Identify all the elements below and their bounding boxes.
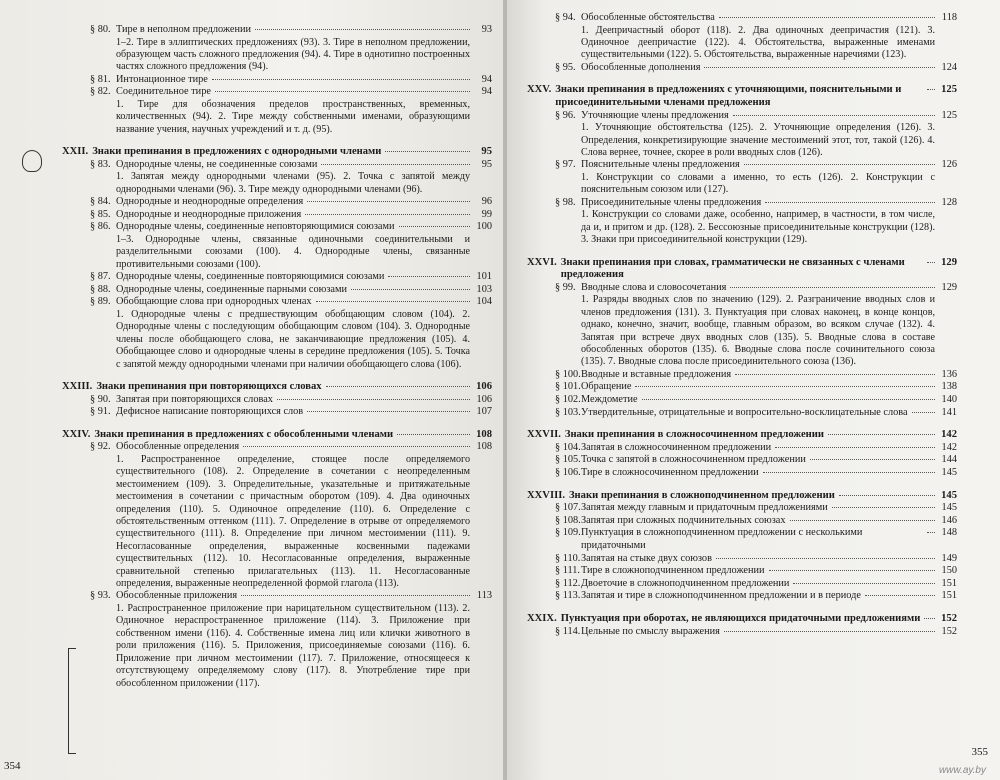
pen-mark xyxy=(22,150,42,172)
dot-leader xyxy=(307,411,470,412)
toc-number: § 104. xyxy=(555,441,581,453)
toc-title: Знаки препинания при словах, грамматически не связанных с членами предложения xyxy=(560,256,905,281)
toc-title: Знаки препинания в предложениях с уточняющими, пояснительными и присоединительными членами предложения xyxy=(555,84,902,108)
toc-section xyxy=(527,197,957,210)
toc-subitems: 1. Тире для обозначения пределов пространственных, временных, количественных (94). 2. Тире между собственными именами, образующими название учения, научных учреждений и т. д. (95). xyxy=(116,99,470,135)
toc-number: § 88. xyxy=(90,283,111,295)
dot-leader xyxy=(769,570,935,571)
toc-title: Запятая между главным и придаточным предложениями xyxy=(581,502,828,514)
toc-page-ref: 136 xyxy=(941,368,957,380)
toc-page-ref: 129 xyxy=(941,281,957,293)
toc-number: XXVII. xyxy=(527,429,561,441)
toc-title: Тире в сложноподчиненном предложении xyxy=(581,565,765,577)
toc-page-ref: 144 xyxy=(941,454,957,466)
toc-title: Знаки препинания при повторяющихся словах xyxy=(96,381,322,393)
toc-page-ref: 145 xyxy=(941,489,957,501)
toc-number: § 92. xyxy=(90,441,111,453)
dot-leader xyxy=(321,164,470,165)
toc-section xyxy=(527,467,957,480)
toc-title: Запятая и тире в сложноподчиненном предложении и в периоде xyxy=(581,590,861,602)
toc-page-ref: 142 xyxy=(941,429,957,441)
dot-leader xyxy=(927,89,935,90)
toc-title: Знаки препинания в предложениях с обособленными членами xyxy=(94,428,394,440)
toc-title: Цельные по смыслу выражения xyxy=(581,625,720,637)
dot-leader xyxy=(810,459,935,460)
toc-number: § 86. xyxy=(90,221,111,233)
toc-section xyxy=(62,406,492,419)
toc-number: XXIX. xyxy=(527,612,557,624)
toc-section xyxy=(527,565,957,578)
toc-page-ref: 145 xyxy=(941,502,957,514)
toc-title: Однородные и неоднородные приложения xyxy=(116,208,302,220)
dot-leader xyxy=(724,631,935,632)
dot-leader xyxy=(744,164,935,165)
toc-section xyxy=(62,271,492,284)
toc-number: § 108. xyxy=(555,514,581,526)
dot-leader xyxy=(716,558,935,559)
toc-number: § 83. xyxy=(90,158,111,170)
toc-title: Присоединительные члены предложения xyxy=(581,196,762,208)
toc-title: Однородные члены, соединенные неповторяющимися союзами xyxy=(116,221,395,233)
toc-title: Дефисное написание повторяющихся слов xyxy=(116,406,304,418)
page-number-left: 354 xyxy=(4,760,21,772)
toc-title: Двоеточие в сложноподчиненном предложении xyxy=(581,577,790,589)
toc-number: § 81. xyxy=(90,73,111,85)
toc-number: XXVI. xyxy=(527,256,557,268)
toc-page-ref: 100 xyxy=(476,221,492,233)
right-page xyxy=(507,0,1000,780)
dot-leader xyxy=(927,532,935,533)
toc-number: § 93. xyxy=(90,590,111,602)
toc-title: Однородные члены, не соединенные союзами xyxy=(116,158,318,170)
toc-number: § 96. xyxy=(555,109,576,121)
toc-number: § 80. xyxy=(90,24,111,35)
dot-leader xyxy=(730,287,935,288)
toc-chapter xyxy=(527,429,957,442)
toc-number: § 84. xyxy=(90,196,111,208)
toc-title: Знаки препинания в сложносочиненном предложении xyxy=(564,429,824,441)
dot-leader xyxy=(316,301,470,302)
toc-number: XXII. xyxy=(62,146,89,158)
dot-leader xyxy=(828,434,935,435)
toc-page-ref: 107 xyxy=(476,406,492,418)
toc-section xyxy=(527,442,957,455)
dot-leader xyxy=(793,583,935,584)
toc-subitems: 1. Конструкции со словами а именно, то есть (126). 2. Конструкции с пояснительным союзом или (127). xyxy=(581,172,935,196)
toc-section xyxy=(527,553,957,566)
toc-section xyxy=(527,515,957,528)
dot-leader xyxy=(865,595,935,596)
left-toc-column xyxy=(62,24,492,690)
toc-subitems: 1. Уточняющие обстоятельства (125). 2. Уточняющие определения (126). 3. Определения, конкретизирующие значение местоимений этот, тот, такой (126). 4. Слова вернее, точнее, скорее в роли вводных слов (126). xyxy=(581,122,935,158)
toc-page-ref: 124 xyxy=(941,61,957,73)
toc-number: § 114. xyxy=(555,625,581,637)
toc-title: Обособленные обстоятельства xyxy=(581,12,715,23)
dot-leader xyxy=(832,507,935,508)
toc-number: § 101. xyxy=(555,381,581,393)
dot-leader xyxy=(385,151,470,152)
toc-section xyxy=(62,209,492,222)
toc-chapter xyxy=(62,429,492,442)
toc-section xyxy=(62,159,492,172)
toc-title: Пунктуация в сложноподчиненном предложении с несколькими придаточными xyxy=(581,527,863,551)
toc-section xyxy=(527,502,957,515)
dot-leader xyxy=(243,446,470,447)
toc-section xyxy=(62,296,492,309)
toc-page-ref: 106 xyxy=(476,393,492,405)
toc-page-ref: 108 xyxy=(476,428,492,440)
toc-page-ref: 128 xyxy=(941,196,957,208)
dot-leader xyxy=(305,214,470,215)
toc-subitems: 1. Распространенное определение, стоящее после определяемого существительного (108). 2. Определение в сочетании с неопределенным местоимением (109). 3. Определительные, указательные и притяжательные местоимения в сочетании с причастным оборотом (109). 4. Два одиночных определения (110). 5. Одиночное определение (110). 6. Определение с обстоятельственным оттенком (111). 7. Определение в отрыве от определяемого существительного (111). 8. Определение при личном местоимении (111). 9. Несогласованные определения, выраженные косвенными падежами существительных (112). 10. Несогласованные определения, выраженные сравнительной степенью прилагательных (113). 11. Несогласованные определения, выраженные неопределенной формой глагола (113). xyxy=(116,454,470,590)
toc-number: § 111. xyxy=(555,565,580,577)
toc-page-ref: 103 xyxy=(476,283,492,295)
toc-page-ref: 151 xyxy=(941,577,957,589)
dot-leader xyxy=(307,201,470,202)
toc-page-ref: 106 xyxy=(476,381,492,393)
toc-section xyxy=(527,626,957,639)
dot-leader xyxy=(763,472,935,473)
toc-number: XXIV. xyxy=(62,428,91,440)
toc-section xyxy=(527,578,957,591)
page-number-right: 355 xyxy=(971,746,988,758)
toc-title: Соединительное тире xyxy=(116,86,211,98)
toc-title: Обобщающие слова при однородных членах xyxy=(116,296,312,308)
toc-section xyxy=(62,441,492,454)
pen-bracket xyxy=(68,648,76,754)
dot-leader xyxy=(924,618,935,619)
toc-page-ref: 138 xyxy=(941,381,957,393)
toc-number: § 109. xyxy=(555,527,581,539)
dot-leader xyxy=(790,520,935,521)
toc-chapter xyxy=(527,84,957,109)
toc-title: Знаки препинания в предложениях с однородными членами xyxy=(92,146,382,158)
toc-section xyxy=(527,527,957,552)
toc-subitems: 1. Запятая между однородными членами (95). 2. Точка с запятой между однородными членами (96). 3. Тире между однородными членами (96). xyxy=(116,171,470,195)
toc-subitems: 1. Разряды вводных слов по значению (129). 2. Разграничение вводных слов и членов предложения (131). 3. Пунктуация при словах наконец, в конце концов, однако, конечно, значит, вообще, главным образом, во всяком случае (132). 4. Запятая при встрече двух вводных слов (135). 5. Вводные слова в составе обособленных оборотов (135). 6. Вводные слова после сочинительного союза (135). 7. Вводные слова после присоединительного союза (136). xyxy=(581,294,935,368)
toc-number: § 91. xyxy=(90,406,111,418)
toc-section xyxy=(527,590,957,603)
toc-number: § 87. xyxy=(90,271,111,283)
toc-page-ref: 94 xyxy=(481,86,492,98)
toc-number: § 110. xyxy=(555,552,581,564)
toc-number: § 107. xyxy=(555,502,581,514)
toc-section xyxy=(62,284,492,297)
toc-number: § 105. xyxy=(555,454,581,466)
toc-title: Междометие xyxy=(581,394,638,406)
toc-page-ref: 152 xyxy=(941,625,957,637)
toc-title: Интонационное тире xyxy=(116,73,208,85)
toc-page-ref: 125 xyxy=(941,84,957,96)
toc-number: § 103. xyxy=(555,406,581,418)
toc-number: § 94. xyxy=(555,12,576,23)
toc-section xyxy=(527,12,957,25)
toc-number: § 82. xyxy=(90,86,111,98)
toc-title: Пояснительные члены предложения xyxy=(581,159,740,171)
toc-page-ref: 149 xyxy=(941,552,957,564)
toc-title: Тире в сложносочиненном предложении xyxy=(581,467,759,478)
toc-section xyxy=(62,590,492,603)
dot-leader xyxy=(277,399,470,400)
toc-section xyxy=(62,196,492,209)
toc-page-ref: 142 xyxy=(941,441,957,453)
toc-page-ref: 93 xyxy=(481,24,492,35)
dot-leader xyxy=(215,91,470,92)
toc-title: Обособленные определения xyxy=(116,441,240,453)
toc-number: § 85. xyxy=(90,208,111,220)
toc-title: Обращение xyxy=(581,381,632,393)
dot-leader xyxy=(635,386,935,387)
toc-number: XXIII. xyxy=(62,381,93,393)
toc-title: Пунктуация при оборотах, не являющихся придаточными предложениями xyxy=(560,612,921,624)
toc-page-ref: 151 xyxy=(941,590,957,602)
toc-title: Знаки препинания в сложноподчиненном предложении xyxy=(568,489,835,501)
toc-page-ref: 148 xyxy=(941,527,957,539)
dot-leader xyxy=(241,595,470,596)
toc-section xyxy=(62,86,492,99)
toc-page-ref: 141 xyxy=(941,406,957,418)
right-toc-column xyxy=(527,12,957,638)
toc-section xyxy=(527,381,957,394)
dot-leader xyxy=(735,374,935,375)
dot-leader xyxy=(326,386,470,387)
toc-section xyxy=(527,282,957,295)
toc-title: Вводные и вставные предложения xyxy=(581,368,732,380)
toc-page-ref: 146 xyxy=(941,514,957,526)
toc-title: Уточняющие члены предложения xyxy=(581,109,729,121)
toc-subitems: 1–2. Тире в эллиптических предложениях (93). 3. Тире в неполном предложении, образующем часть сложного предложения (94). 4. Тире в однотипно построенных частях сложного предложения (94). xyxy=(116,36,470,73)
dot-leader xyxy=(704,67,935,68)
toc-number: § 89. xyxy=(90,296,111,308)
dot-leader xyxy=(255,29,470,30)
toc-page-ref: 118 xyxy=(941,12,957,23)
dot-leader xyxy=(719,17,935,18)
toc-subitems: 1. Деепричастный оборот (118). 2. Два одиночных деепричастия (121). 3. Одиночное деепричастие (122). 4. Обстоятельства, выраженные именами существительными (122). 5. Обстоятельства, выраженные наречиями (123). xyxy=(581,24,935,61)
toc-number: XXV. xyxy=(527,84,552,96)
toc-number: § 102. xyxy=(555,394,581,406)
watermark: www.ay.by xyxy=(938,765,986,776)
toc-number: § 100. xyxy=(555,368,581,380)
toc-number: § 90. xyxy=(90,393,111,405)
toc-page-ref: 99 xyxy=(481,208,492,220)
dot-leader xyxy=(388,276,470,277)
dot-leader xyxy=(399,226,470,227)
toc-subitems: 1–3. Однородные члены, связанные одиночными соединительными и разделительными союзами (100). 4. Однородные члены, связанные противительными союзами (100). xyxy=(116,234,470,270)
toc-page-ref: 101 xyxy=(476,271,492,283)
toc-page-ref: 126 xyxy=(941,159,957,171)
toc-number: § 99. xyxy=(555,281,576,293)
toc-title: Точка с запятой в сложносочиненном предложении xyxy=(581,454,806,466)
toc-title: Запятая на стыке двух союзов xyxy=(581,552,712,564)
toc-subitems: 1. Распространенное приложение при нарицательном существительном (113). 2. Одиночное нераспространенное приложение (114). 3. Приложение при собственном имени (116). 4. Собственные имена лиц или клички животного в роли приложения (116). 5. Приложения, присоединяемые союзами (116). 6. Приложение при личном местоимении (117). 7. Приложение, относящееся к отсутствующему определяемому слову (117). 8. Употребление тире при обособленном приложении (117). xyxy=(116,603,470,689)
dot-leader xyxy=(212,79,470,80)
toc-subitems: 1. Конструкции со словами даже, особенно, например, в частности, в том числе, да и, и притом и др. (128). 2. Бессоюзные присоединительные конструкции (128). 3. Знаки при присоединительной конструкции (129). xyxy=(581,209,935,246)
dot-leader xyxy=(397,434,470,435)
toc-number: XXVIII. xyxy=(527,489,565,501)
toc-section xyxy=(527,454,957,467)
toc-number: § 113. xyxy=(555,590,581,602)
toc-number: § 97. xyxy=(555,159,576,171)
toc-section xyxy=(527,62,957,75)
toc-section xyxy=(62,394,492,407)
toc-page-ref: 150 xyxy=(941,565,957,577)
toc-section xyxy=(62,221,492,234)
toc-page-ref: 140 xyxy=(941,394,957,406)
toc-chapter xyxy=(527,613,957,626)
toc-title: Однородные члены, соединенные парными союзами xyxy=(116,283,348,295)
dot-leader xyxy=(912,412,935,413)
toc-section xyxy=(62,74,492,87)
toc-page-ref: 113 xyxy=(476,590,492,602)
toc-page-ref: 96 xyxy=(481,196,492,208)
toc-chapter xyxy=(527,257,957,282)
toc-chapter xyxy=(62,146,492,159)
toc-title: Обособленные дополнения xyxy=(581,61,701,73)
toc-title: Однородные члены, соединенные повторяющимися союзами xyxy=(116,271,385,283)
toc-section xyxy=(527,394,957,407)
toc-section xyxy=(527,159,957,172)
toc-title: Запятая при повторяющихся словах xyxy=(116,393,273,405)
toc-section xyxy=(527,369,957,382)
toc-page-ref: 125 xyxy=(941,109,957,121)
toc-title: Вводные слова и словосочетания xyxy=(581,281,727,293)
toc-title: Запятая в сложносочиненном предложении xyxy=(581,441,772,453)
dot-leader xyxy=(642,399,935,400)
toc-page-ref: 94 xyxy=(481,73,492,85)
toc-number: § 106. xyxy=(555,467,581,478)
toc-section xyxy=(527,407,957,420)
toc-page-ref: 95 xyxy=(481,158,492,170)
toc-number: § 98. xyxy=(555,196,576,208)
toc-number: § 95. xyxy=(555,61,576,73)
toc-subitems: 1. Однородные члены с предшествующим обобщающим словом (104). 2. Однородные члены с последующим обобщающим словом (104). 3. Однородные члены после обобщающего слова, не заканчивающие предложения (105). 4. Обобщающее слово и однородные члены в середине предложения (105). 5. Точка с запятой между однородными членами при наличии обобщающего слова (106). xyxy=(116,309,470,370)
toc-title: Однородные и неоднородные определения xyxy=(116,196,304,208)
toc-section xyxy=(62,24,492,37)
toc-chapter xyxy=(527,490,957,503)
toc-number: § 112. xyxy=(555,577,581,589)
toc-title: Обособленные приложения xyxy=(116,590,238,602)
dot-leader xyxy=(775,447,935,448)
toc-page-ref: 129 xyxy=(941,256,957,268)
toc-chapter xyxy=(62,381,492,394)
toc-title: Запятая при сложных подчинительных союзах xyxy=(581,514,786,526)
dot-leader xyxy=(927,262,935,263)
toc-page-ref: 104 xyxy=(476,296,492,308)
toc-page-ref: 152 xyxy=(941,612,957,624)
toc-page-ref: 95 xyxy=(481,146,492,158)
dot-leader xyxy=(351,289,470,290)
toc-title: Тире в неполном предложении xyxy=(116,24,252,35)
dot-leader xyxy=(839,495,935,496)
toc-page-ref: 145 xyxy=(941,467,957,478)
toc-section xyxy=(527,110,957,123)
dot-leader xyxy=(765,202,935,203)
toc-page-ref: 108 xyxy=(476,441,492,453)
dot-leader xyxy=(733,115,935,116)
toc-title: Утвердительные, отрицательные и вопросительно-восклицательные слова xyxy=(581,406,908,418)
